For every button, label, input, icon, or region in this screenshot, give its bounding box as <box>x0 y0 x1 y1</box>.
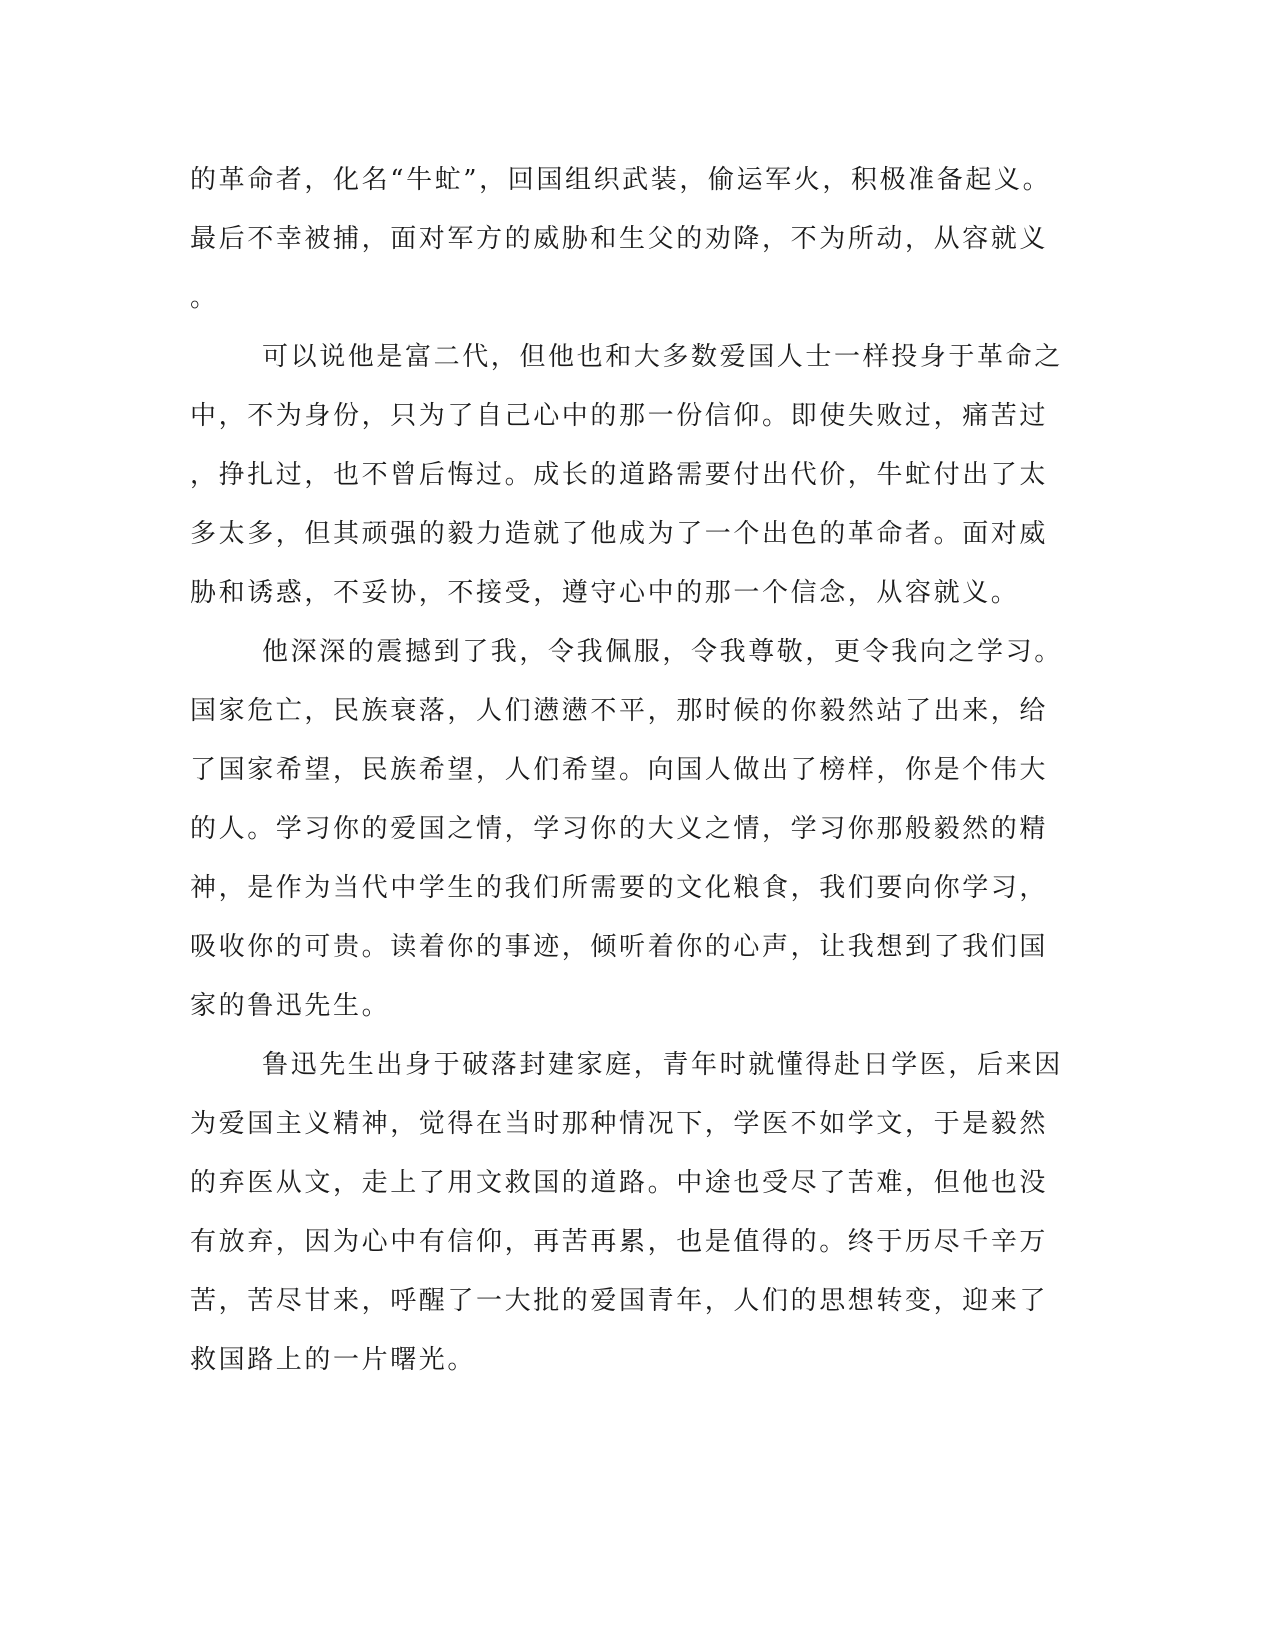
text-line: 家的鲁迅先生。 <box>190 991 391 1021</box>
text-line: 多太多，但其顽强的毅力造就了他成为了一个出色的革命者。面对威 <box>190 519 1049 549</box>
text-line: 苦，苦尽甘来，呼醒了一大批的爱国青年，人们的思想转变，迎来了 <box>190 1286 1049 1316</box>
text-line: 最后不幸被捕，面对军方的威胁和生父的劝降，不为所动，从容就义 <box>190 224 1049 254</box>
text-line: 有放弃，因为心中有信仰，再苦再累，也是值得的。终于历尽千辛万 <box>190 1227 1049 1257</box>
text-line: 。 <box>190 283 219 313</box>
text-line: 国家危亡，民族衰落，人们懑懑不平，那时候的你毅然站了出来，给 <box>190 696 1049 726</box>
paragraph-first-line: 可以说他是富二代，但他也和大多数爱国人士一样投身于革命之 <box>262 342 1063 372</box>
text-line: 胁和诱惑，不妥协，不接受，遵守心中的那一个信念，从容就义。 <box>190 578 1020 608</box>
text-line: 的弃医从文，走上了用文救国的道路。中途也受尽了苦难，但他也没 <box>190 1168 1049 1198</box>
text-line: 吸收你的可贵。读着你的事迹，倾听着你的心声，让我想到了我们国 <box>190 932 1049 962</box>
text-line: 中，不为身份，只为了自己心中的那一份信仰。即使失败过，痛苦过 <box>190 401 1049 431</box>
text-line: 救国路上的一片曙光。 <box>190 1345 477 1375</box>
text-line: 神，是作为当代中学生的我们所需要的文化粮食，我们要向你学习， <box>190 873 1049 903</box>
paragraph-first-line: 他深深的震撼到了我，令我佩服，令我尊敬，更令我向之学习。 <box>262 637 1063 667</box>
text-line: 为爱国主义精神，觉得在当时那种情况下，学医不如学文，于是毅然 <box>190 1109 1049 1139</box>
text-line: ，挣扎过，也不曾后悔过。成长的道路需要付出代价，牛虻付出了太 <box>190 460 1049 490</box>
text-line: 了国家希望，民族希望，人们希望。向国人做出了榜样，你是个伟大 <box>190 755 1049 785</box>
text-line: 的人。学习你的爱国之情，学习你的大义之情，学习你那般毅然的精 <box>190 814 1049 844</box>
text-line: 的革命者，化名“牛虻”，回国组织武装，偷运军火，积极准备起义。 <box>190 165 1052 195</box>
paragraph-first-line: 鲁迅先生出身于破落封建家庭，青年时就懂得赴日学医，后来因 <box>262 1050 1063 1080</box>
